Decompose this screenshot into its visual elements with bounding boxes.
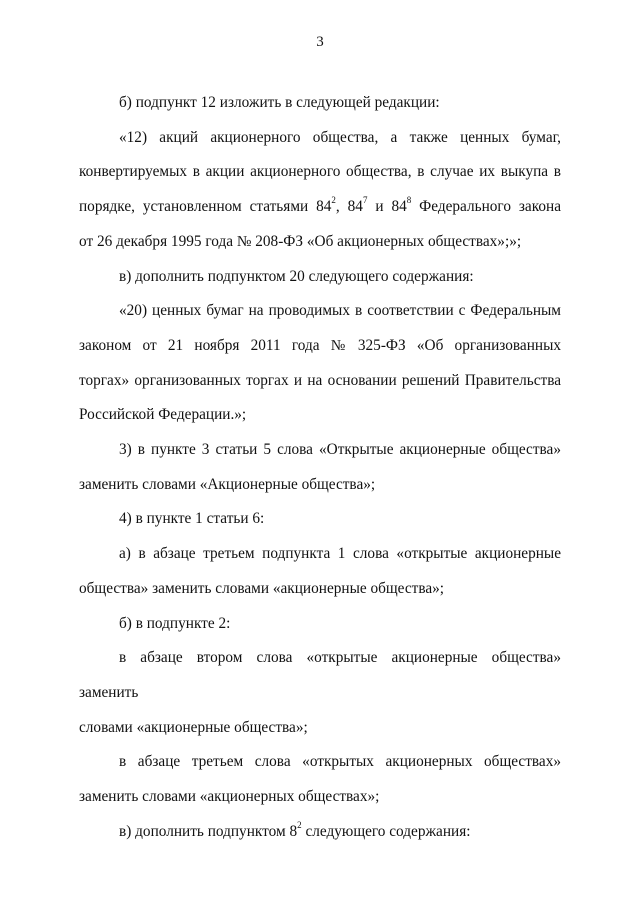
line: общества» заменить словами «акционерные общества»; xyxy=(79,579,445,597)
paragraph-item-4b-third xyxy=(79,745,561,780)
page-number: 3 xyxy=(316,34,324,50)
line: словами «акционерные общества»; xyxy=(79,718,308,736)
paragraph-item-3-line-2 xyxy=(79,468,561,503)
paragraph-subitem-20-line-3 xyxy=(79,364,561,399)
line-part: , 84 xyxy=(335,198,363,216)
paragraph-subitem-12-line-2 xyxy=(79,155,561,190)
line: в абзаце втором слова «открытые акционерные общества» заменить xyxy=(79,649,561,701)
superscript: 7 xyxy=(362,195,368,206)
superscript: 2 xyxy=(331,195,336,206)
line: в абзаце третьем слова «открытых акционерных обществах» xyxy=(119,753,561,771)
paragraph-subitem-20-line-4 xyxy=(79,398,561,433)
line: торгах» организованных торгах и на основании решений Правительства xyxy=(79,371,561,389)
line: 3) в пункте 3 статьи 5 слова «Открытые акционерные общества» xyxy=(119,441,561,459)
paragraph-text: 4) в пункте 1 статьи 6: xyxy=(119,510,265,528)
line-part: порядке, установленном статьями 84 xyxy=(79,198,332,216)
paragraph-item-4 xyxy=(79,502,561,537)
line: а) в абзаце третьем подпункта 1 слова «открытые акционерные xyxy=(119,545,561,563)
line: от 26 декабря 1995 года № 208-ФЗ «Об акционерных обществах»;»; xyxy=(79,232,522,250)
line-part: Федерального закона xyxy=(411,198,561,216)
paragraph-subitem-12 xyxy=(79,86,561,121)
paragraph-item-4b-second xyxy=(79,641,561,710)
line: «20) ценных бумаг на проводимых в соответствии с Федеральным xyxy=(119,302,561,320)
line-part: следующего содержания: xyxy=(301,822,471,840)
paragraph-item-3 xyxy=(79,433,561,468)
line: законом от 21 ноября 2011 года № 325-ФЗ «Об организованных xyxy=(79,336,561,354)
paragraph-subitem-12-text xyxy=(79,121,561,156)
paragraph-text: в) дополнить подпунктом 20 следующего содержания: xyxy=(119,267,474,285)
line: заменить словами «акционерных обществах»; xyxy=(79,788,380,806)
line-part: в) дополнить подпунктом 8 xyxy=(119,822,298,840)
paragraph-subitem-20-line-2 xyxy=(79,329,561,364)
document-body xyxy=(79,86,561,849)
line: конвертируемых в акции акционерного общества, в случае их выкупа в xyxy=(79,163,561,181)
paragraph-item-4c xyxy=(79,815,561,850)
superscript: 2 xyxy=(297,819,302,830)
paragraph-item-4b-third-line-2 xyxy=(79,780,561,815)
paragraph-text: б) подпункт 12 изложить в следующей редакции: xyxy=(119,94,440,111)
line: заменить словами «Акционерные общества»; xyxy=(79,475,376,493)
paragraph-subitem-12-line-4 xyxy=(79,225,561,260)
superscript: 8 xyxy=(406,195,412,206)
paragraph-item-4b xyxy=(79,607,561,642)
paragraph-item-4b-second-line-2 xyxy=(79,711,561,746)
paragraph-text: б) в подпункте 2: xyxy=(119,614,231,632)
line-part: и 84 xyxy=(367,198,407,216)
line: Российской Федерации.»; xyxy=(79,406,247,424)
paragraph-subitem-20 xyxy=(79,260,561,295)
paragraph-subitem-20-text xyxy=(79,294,561,329)
paragraph-item-4a xyxy=(79,537,561,572)
line: «12) акций акционерного общества, а также ценных бумаг, xyxy=(119,128,561,146)
paragraph-subitem-12-line-3 xyxy=(79,190,561,225)
paragraph-item-4a-line-2 xyxy=(79,572,561,607)
